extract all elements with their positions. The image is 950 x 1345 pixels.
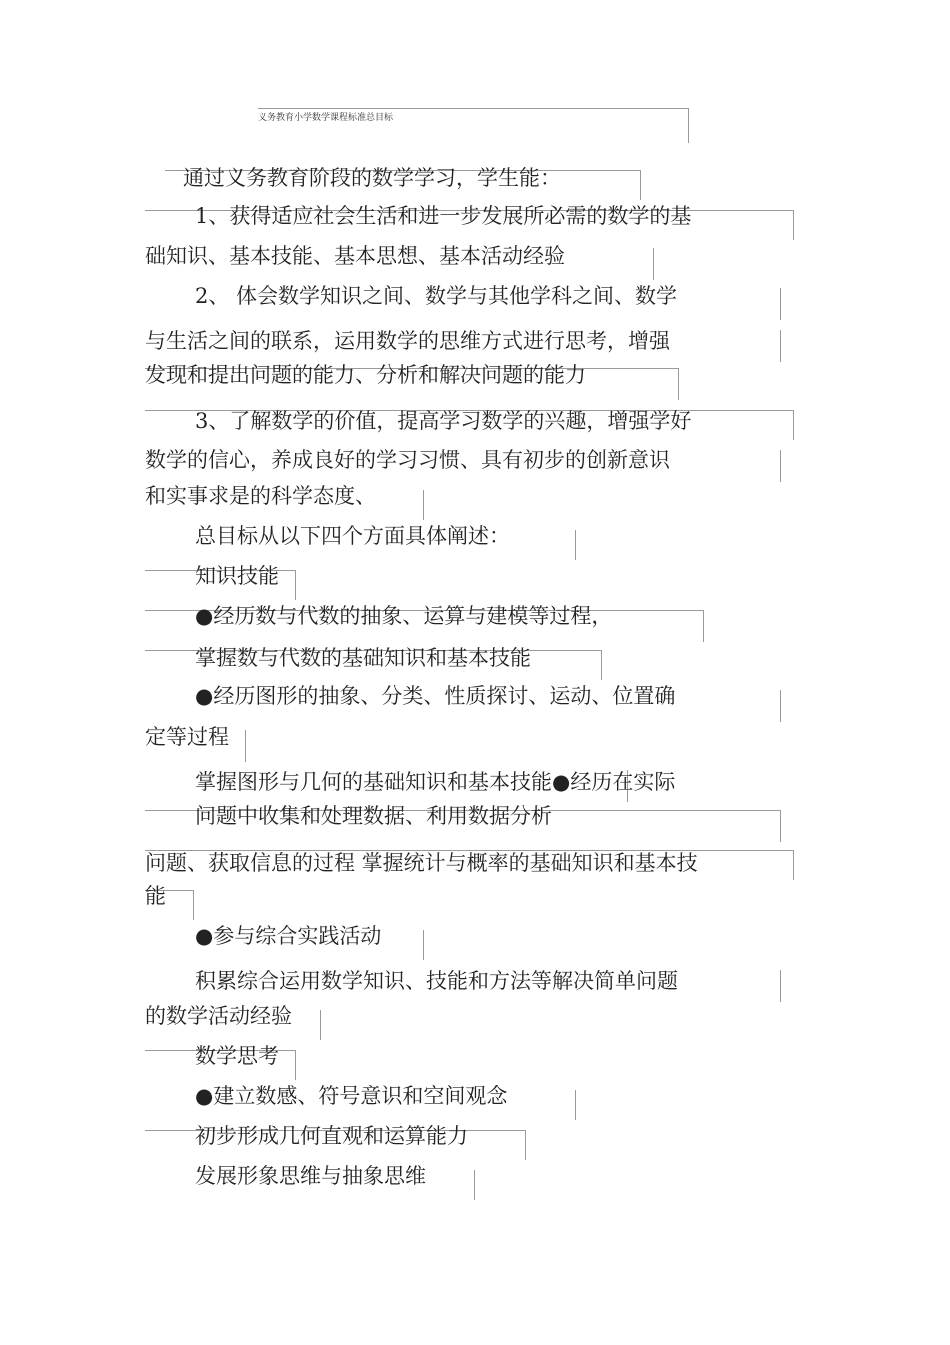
knowledge-item-1-detail: 掌握数与代数的基础知识和基本技能 — [195, 646, 531, 670]
rule-fragment — [575, 530, 576, 560]
rule-fragment — [295, 570, 296, 600]
rule-fragment — [793, 210, 794, 240]
rule-fragment — [780, 288, 781, 320]
knowledge-item-3-line-3: 能 — [145, 884, 166, 908]
rule-fragment — [474, 1170, 475, 1200]
rule-fragment — [793, 850, 794, 880]
rule-fragment — [320, 1010, 321, 1040]
goal-3-line-1: 3、了解数学的价值，提高学习数学的兴趣，增强学好 — [195, 409, 692, 433]
section-heading-knowledge: 知识技能 — [195, 564, 279, 588]
knowledge-item-3-line-2: 问题、获取信息的过程 掌握统计与概率的基础知识和基本技 — [145, 851, 698, 875]
goal-1-line-2: 础知识、基本技能、基本思想、基本活动经验 — [145, 244, 565, 268]
rule-fragment — [295, 1050, 296, 1080]
rule-fragment — [780, 970, 781, 1002]
knowledge-item-2-line-2: 定等过程 — [145, 725, 229, 749]
aspects-intro: 总目标从以下四个方面具体阐述： — [195, 524, 510, 548]
rule-fragment — [793, 410, 794, 440]
knowledge-item-1: ●经历数与代数的抽象、运算与建模等过程， — [195, 604, 613, 628]
thinking-item-1: ●建立数感、符号意识和空间观念 — [195, 1084, 508, 1108]
rule-fragment — [640, 170, 641, 200]
header-rule-vertical — [688, 108, 689, 143]
rule-fragment — [193, 890, 194, 920]
rule-fragment — [575, 1090, 576, 1120]
goal-1-line-1: 1、获得适应社会生活和进一步发展所必需的数学的基 — [195, 204, 692, 228]
goal-2-line-2: 与生活之间的联系，运用数学的思维方式进行思考，增强 — [145, 329, 670, 353]
rule-fragment — [780, 810, 781, 842]
rule-fragment — [525, 1130, 526, 1160]
rule-fragment — [653, 248, 654, 280]
goal-2-line-3: 发现和提出问题的能力、分析和解决问题的能力 — [145, 363, 586, 387]
rule-fragment — [780, 330, 781, 362]
rule-fragment — [423, 930, 424, 960]
rule-fragment — [423, 490, 424, 520]
document-header: 义务教育小学数学课程标准总目标 — [258, 113, 394, 123]
knowledge-item-4: ●参与综合实践活动 — [195, 924, 382, 948]
rule-fragment — [703, 610, 704, 642]
rule-fragment — [780, 690, 781, 722]
goal-3-line-2: 数学的信心，养成良好的学习习惯、具有初步的创新意识 — [145, 448, 670, 472]
goal-2-line-1: 2、 体会数学知识之间、数学与其他学科之间、数学 — [195, 284, 678, 308]
goal-3-line-3: 和实事求是的科学态度、 — [145, 484, 376, 508]
thinking-item-3: 发展形象思维与抽象思维 — [195, 1164, 426, 1188]
rule-fragment — [678, 368, 679, 400]
rule-fragment — [780, 450, 781, 482]
knowledge-item-4-detail-line-1: 积累综合运用数学知识、技能和方法等解决简单问题 — [195, 969, 678, 993]
knowledge-item-2-detail: 掌握图形与几何的基础知识和基本技能●经历在实际 — [195, 770, 676, 794]
section-heading-thinking: 数学思考 — [195, 1044, 279, 1068]
rule-fragment — [601, 650, 602, 680]
knowledge-item-4-detail-line-2: 的数学活动经验 — [145, 1004, 292, 1028]
rule-fragment — [245, 730, 246, 762]
knowledge-item-3-line-1: 问题中收集和处理数据、利用数据分析 — [195, 804, 552, 828]
header-rule — [258, 108, 688, 109]
intro-line: 通过义务教育阶段的数学学习，学生能： — [183, 166, 561, 190]
knowledge-item-2-line-1: ●经历图形的抽象、分类、性质探讨、运动、位置确 — [195, 684, 676, 708]
thinking-item-2: 初步形成几何直观和运算能力 — [195, 1124, 468, 1148]
